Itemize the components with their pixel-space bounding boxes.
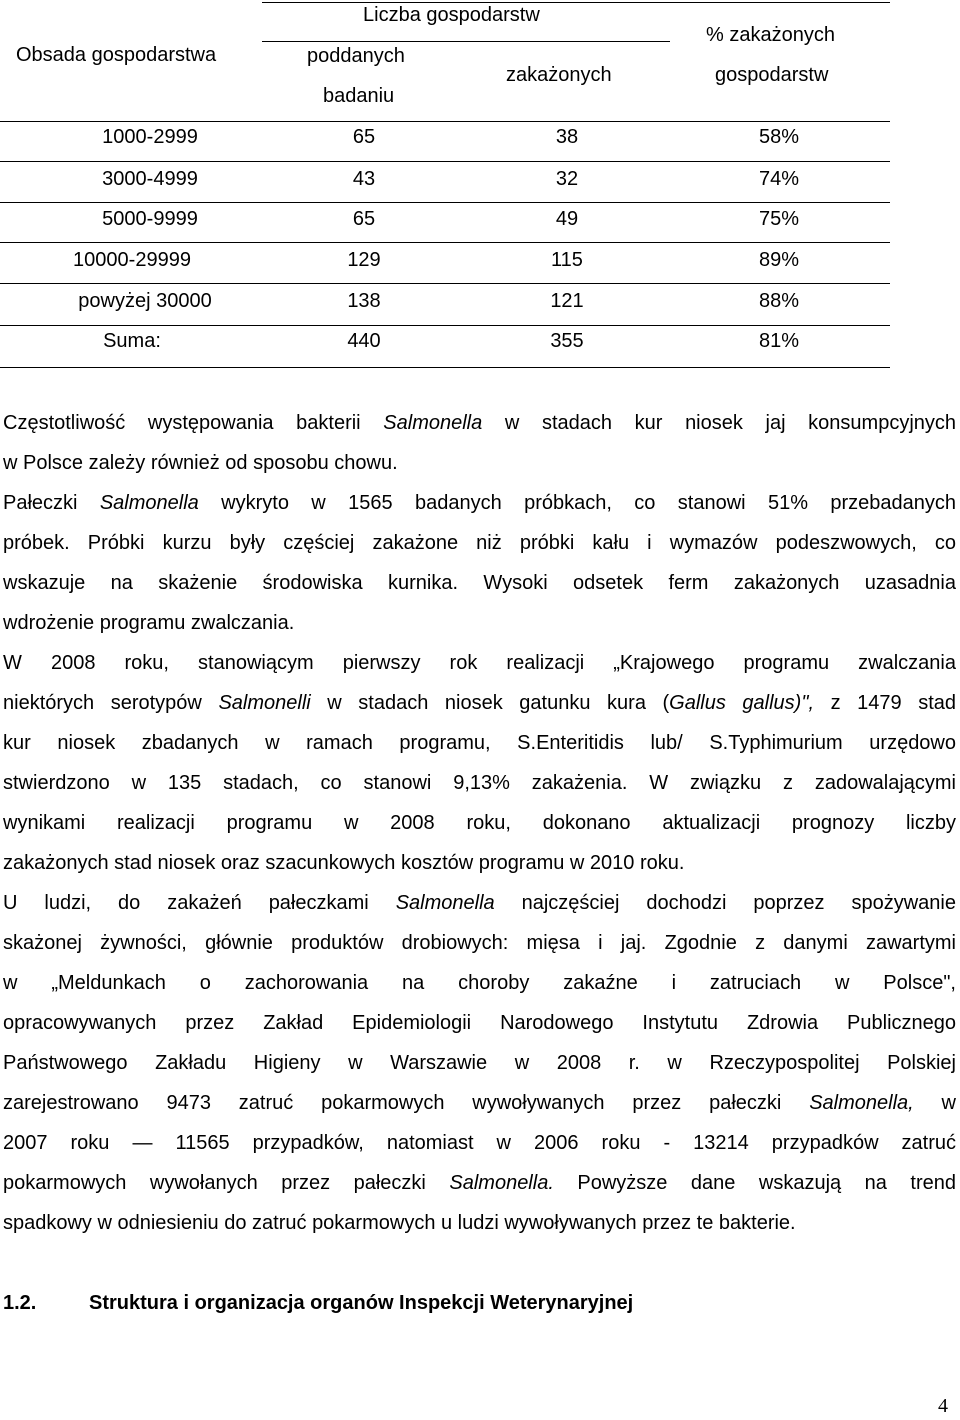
text-line: W 2008 roku, stanowiącym pierwszy rok realizacji „Krajowego programu zwalczania (3, 652, 956, 674)
row-rule (0, 325, 890, 326)
cell-size: 10000-29999 (73, 249, 191, 271)
row-rule (0, 202, 890, 203)
cell-infected: 121 (550, 290, 584, 312)
text-line: opracowywanych przez Zakład Epidemiologii Narodowego Instytutu Zdrowia Publicznego (3, 1012, 956, 1034)
text-line: U ludzi, do zakażeń pałeczkami Salmonella najczęściej dochodzi poprzez spożywanie (3, 892, 956, 914)
cell-examined: 129 (347, 249, 381, 271)
text-line: skażonej żywności, głównie produktów drobiowych: mięsa i jaj. Zgodnie z danymi zawartymi (3, 932, 956, 954)
row-rule (0, 242, 890, 243)
text-line: w „Meldunkach o zachorowania na choroby zakaźne i zatruciach w Polsce", (3, 972, 956, 994)
cell-infected: 115 (551, 249, 583, 271)
cell-examined: 65 (352, 208, 376, 230)
text-line: Pałeczki Salmonella wykryto w 1565 badanych próbkach, co stanowi 51% przebadanych (3, 492, 956, 514)
cell-examined: 138 (347, 290, 381, 312)
text-line: wskazuje na skażenie środowiska kurnika. Wysoki odsetek ferm zakażonych uzasadnia (3, 572, 956, 594)
text-line: Częstotliwość występowania bakterii Salmonella w stadach kur niosek jaj konsumpcyjnych (3, 412, 957, 434)
cell-size: 5000-9999 (102, 208, 198, 230)
row-rule (0, 161, 890, 162)
cell-infected: 49 (555, 208, 579, 230)
cell-percent: 58% (758, 126, 800, 148)
text-line: w Polsce zależy również od sposobu chowu. (3, 452, 398, 474)
text-line: wynikami realizacji programu w 2008 roku, dokonano aktualizacji prognozy liczby (3, 812, 956, 834)
text-line: Państwowego Zakładu Higieny w Warszawie w 2008 r. w Rzeczypospolitej Polskiej (3, 1052, 956, 1074)
header-infected: zakażonych (506, 64, 612, 86)
cell-examined: 65 (352, 126, 376, 148)
header-percent-line1: % zakażonych (706, 24, 835, 46)
text-line: kur niosek zbadanych w ramach programu, S.Enteritidis lub/ S.Typhimurium urzędowo (3, 732, 956, 754)
cell-infected: 32 (555, 168, 579, 190)
text-line: 2007 roku — 11565 przypadków, natomiast w 2006 roku - 13214 przypadków zatruć (3, 1132, 956, 1154)
table-top-rule (262, 2, 890, 3)
row-rule (0, 283, 890, 284)
page-number: 4 (938, 1395, 948, 1417)
cell-percent: 89% (758, 249, 800, 271)
text-line: próbek. Próbki kurzu były częściej zakażone niż próbki kału i wymazów podeszwowych, co (3, 532, 956, 554)
cell-infected: 355 (550, 330, 584, 352)
header-examined-line2: badaniu (323, 85, 395, 107)
header-size: Obsada gospodarstwa (16, 44, 217, 66)
text-line: niektórych serotypów Salmonelli w stadach niosek gatunku kura (Gallus gallus)", z 1479 stad (3, 692, 957, 714)
group-header-rule (262, 41, 670, 42)
header-examined-line1: poddanych (307, 45, 405, 67)
cell-examined: 440 (347, 330, 381, 352)
cell-size: Suma: (103, 330, 161, 352)
cell-infected: 38 (555, 126, 579, 148)
text-line: stwierdzono w 135 stadach, co stanowi 9,13% zakażenia. W związku z zadowalającymi (3, 772, 956, 794)
cell-percent: 74% (758, 168, 800, 190)
cell-percent: 81% (758, 330, 800, 352)
header-percent-line2: gospodarstw (715, 64, 829, 86)
cell-size: 1000-2999 (102, 126, 198, 148)
cell-size: powyżej 30000 (78, 290, 212, 312)
cell-size: 3000-4999 (102, 168, 198, 190)
header-group: Liczba gospodarstw (363, 4, 540, 26)
cell-examined: 43 (352, 168, 376, 190)
section-title: Struktura i organizacja organów Inspekcji Weterynaryjnej (89, 1292, 634, 1314)
header-bottom-rule (0, 121, 890, 122)
table-bottom-rule (0, 367, 890, 368)
cell-percent: 75% (758, 208, 800, 230)
section-number: 1.2. (3, 1292, 37, 1314)
cell-percent: 88% (758, 290, 800, 312)
text-line: spadkowy w odniesieniu do zatruć pokarmowych u ludzi wywoływanych przez te bakterie. (3, 1212, 796, 1234)
text-line: pokarmowych wywołanych przez pałeczki Salmonella. Powyższe dane wskazują na trend (3, 1172, 956, 1194)
text-line: wdrożenie programu zwalczania. (3, 612, 295, 634)
text-line: zarejestrowano 9473 zatruć pokarmowych wywoływanych przez pałeczki Salmonella, w (3, 1092, 956, 1114)
text-line: zakażonych stad niosek oraz szacunkowych kosztów programu w 2010 roku. (3, 852, 685, 874)
